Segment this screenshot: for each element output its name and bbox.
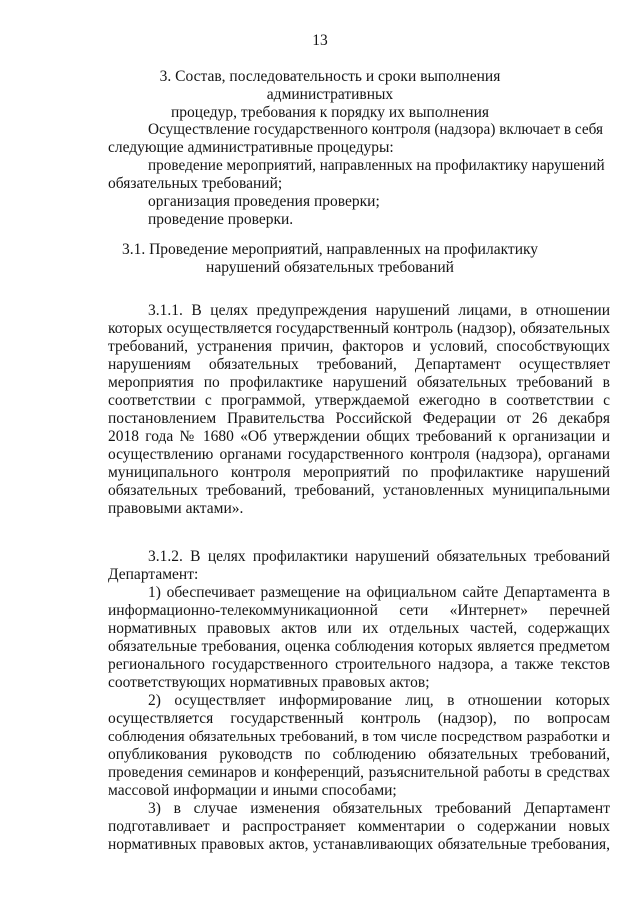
paragraph-line: 2018 года № 1680 «Об утверждении общих требований к организации и: [108, 428, 610, 445]
section-3-1-heading: [100, 241, 560, 277]
paragraph-line: которых осуществляется государственный контроль (надзор), обязательных: [108, 320, 610, 337]
heading-line: 3.1. Проведение мероприятий, направленных на профилактику: [121, 241, 539, 258]
list-item-line: осуществляется государственный контроль (надзор), по вопросам: [108, 710, 610, 727]
list-item-line: массовой информации и иными способами;: [108, 782, 397, 799]
list-item-line: регионального государственного строительного надзора, а также текстов: [108, 656, 610, 673]
heading-line: процедур, требования к порядку их выполнения: [171, 104, 489, 121]
list-item-line: соблюдения обязательных требований, в том числе посредством разработки и: [108, 729, 610, 745]
paragraph-line: 3.1.1. В целях предупреждения нарушений лицами, в отношении: [148, 302, 610, 319]
intro-line: организация проведения проверки;: [148, 193, 380, 210]
list-item-line: 2) осуществляет информирование лиц, в отношении которых: [148, 692, 610, 709]
list-item-line: информационно-телекоммуникационной сети «Интернет» перечней: [108, 602, 610, 619]
intro-line: проведение мероприятий, направленных на профилактику нарушений: [148, 157, 605, 174]
heading-line: нарушений обязательных требований: [206, 259, 454, 276]
list-item-line: проведения семинаров и конференций, разъяснительной работы в средствах: [108, 764, 610, 781]
list-item-line: соответствующих нормативных правовых актов;: [108, 674, 430, 691]
paragraph-line: правовыми актами».: [108, 500, 244, 517]
list-item-line: 1) обеспечивает размещение на официальном сайте Департамента в: [148, 584, 610, 601]
list-item-line: опубликования руководств по соблюдению обязательных требований,: [108, 746, 610, 763]
intro-line: следующие административные процедуры:: [108, 139, 394, 156]
paragraph-line: требований, устранения причин, факторов и условий, способствующих: [108, 338, 610, 355]
paragraph-line: муниципального контроля мероприятий по профилактике нарушений: [108, 464, 610, 481]
paragraph-line: 3.1.2. В целях профилактики нарушений обязательных требований: [148, 548, 610, 565]
list-item-line: обязательные требования, оценка соблюдения которых является предметом: [108, 638, 610, 655]
list-item-line: нормативных правовых актов или их отдельных частей, содержащих: [108, 620, 610, 637]
heading-line: 3. Состав, последовательность и сроки выполнения административных: [159, 68, 501, 103]
list-item-line: нормативных правовых актов, устанавливающих обязательные требования,: [108, 836, 610, 853]
page-number: 13: [312, 32, 328, 49]
intro-line: Осуществление государственного контроля (надзора) включает в себя: [148, 121, 604, 138]
intro-line: проведение проверки.: [148, 211, 294, 228]
list-item-line: подготавливает и распространяет комментарии о содержании новых: [108, 818, 610, 835]
paragraph-line: осуществлению органами государственного контроля (надзора), органами: [108, 446, 610, 463]
section-3-heading: [100, 68, 560, 122]
paragraph-line: соответствии с программой, утверждаемой ежегодно в соответствии с: [108, 392, 610, 409]
paragraph-line: Департамент:: [108, 566, 199, 583]
paragraph-line: нарушениям обязательных требований, Департамент осуществляет: [108, 356, 610, 373]
paragraph-line: обязательных требований, требований, установленных муниципальными: [108, 482, 610, 499]
paragraph-line: постановлением Правительства Российской Федерации от 26 декабря: [108, 410, 610, 427]
paragraph-line: мероприятия по профилактике нарушений обязательных требований в: [108, 374, 610, 391]
list-item-line: 3) в случае изменения обязательных требований Департамент: [148, 800, 610, 817]
intro-line: обязательных требований;: [108, 175, 283, 192]
